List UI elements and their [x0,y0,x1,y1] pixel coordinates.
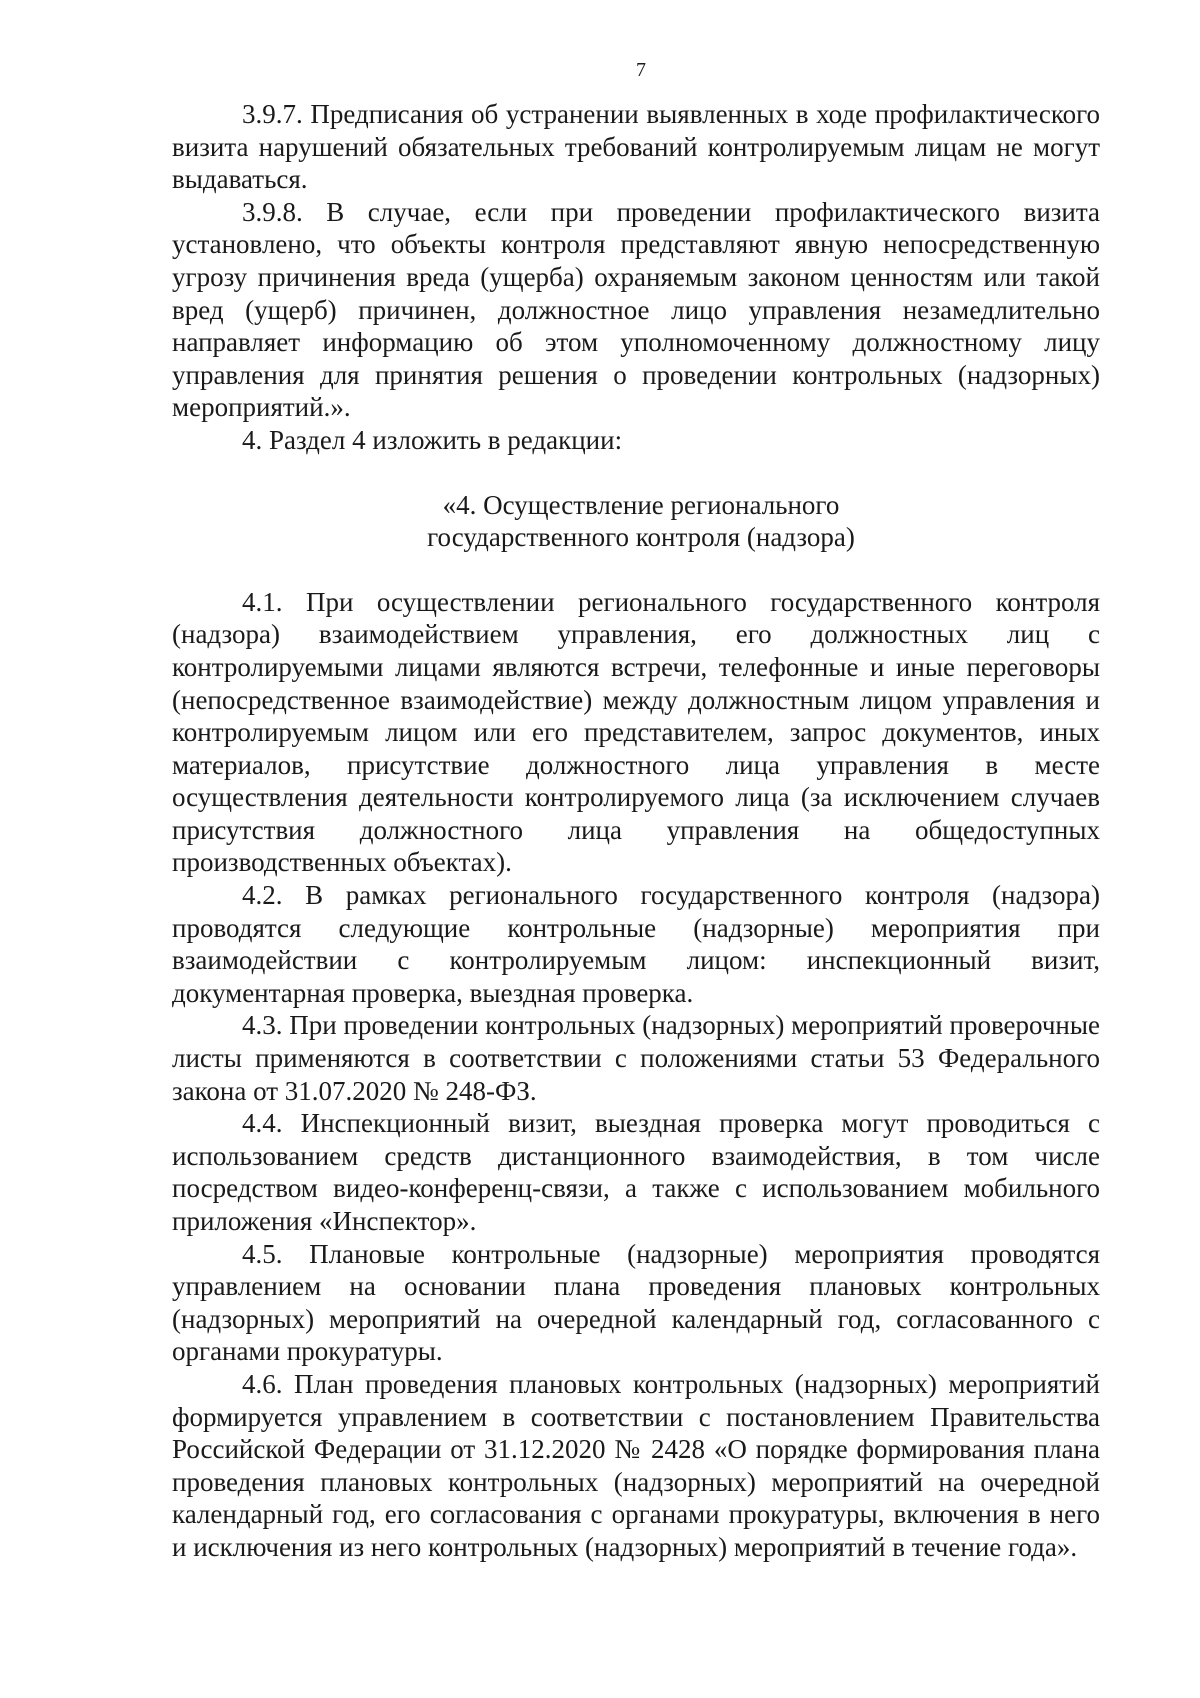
paragraph-4-1: 4.1. При осуществлении регионального государственного контроля (надзора) взаимодействием управления, его должностных лиц с контролируемыми лицами являются встречи, телефонные и иные переговоры (непосредственное взаимодействие) между должностным лицом управления и контролируемым лицом или его представителем, запрос документов, иных материалов, присутствие должностного лица управления в месте осуществления деятельности контролируемого лица (за исключением случаев присутствия должностного лица управления на общедоступных производственных объектах). [172,586,1100,878]
paragraph-4-6: 4.6. План проведения плановых контрольных (надзорных) мероприятий формируется управлением в соответствии с постановлением Правительства Российской Федерации от 31.12.2020 № 2428 «О порядке формирования плана проведения плановых контрольных (надзорных) мероприятий на очередной календарный год, его согласования с органами прокуратуры, включения в него и исключения из него контрольных (надзорных) мероприятий в течение года». [172,1368,1100,1562]
paragraph-3-9-8: 3.9.8. В случае, если при проведении профилактического визита установлено, что объекты контроля представляют явную непосредственную угрозу причинения вреда (ущерба) охраняемым законом ценностям или такой вред (ущерб) причинен, должностное лицо управления незамедлительно направляет информацию об этом уполномоченному должностному лицу управления для принятия решения о проведении контрольных (надзорных) мероприятий.». [172,196,1100,423]
document-body [172,98,1100,1564]
section-heading-line-1: «4. Осуществление регионального [442,489,840,520]
section-heading-line-2: государственного контроля (надзора) [427,522,855,553]
paragraph-4-4: 4.4. Инспекционный визит, выездная проверка могут проводиться с использованием средств дистанционного взаимодействия, в том числе посредством видео-конференц-связи, а также с использованием мобильного приложения «Инспектор». [172,1108,1100,1236]
paragraph-4-2: 4.2. В рамках регионального государственного контроля (надзора) проводятся следующие контрольные (надзорные) мероприятия при взаимодействии с контролируемым лицом: инспекционный визит, документарная проверка, выездная проверка. [172,880,1100,1008]
section-heading [172,489,1100,554]
page-number: 7 [636,59,646,81]
paragraph-3-9-7: 3.9.7. Предписания об устранении выявленных в ходе профилактического визита нарушений обязательных требований контролируемым лицам не могут выдаваться. [172,99,1100,195]
paragraph-4-3: 4.3. При проведении контрольных (надзорных) мероприятий проверочные листы применяются в соответствии с положениями статьи 53 Федерального закона от 31.07.2020 № 248-ФЗ. [172,1010,1100,1106]
paragraph-4-5: 4.5. Плановые контрольные (надзорные) мероприятия проводятся управлением на основании плана проведения плановых контрольных (надзорных) мероприятий на очередной календарный год, согласованного с органами прокуратуры. [172,1238,1100,1367]
paragraph-4-intro: 4. Раздел 4 изложить в редакции: [242,424,623,455]
